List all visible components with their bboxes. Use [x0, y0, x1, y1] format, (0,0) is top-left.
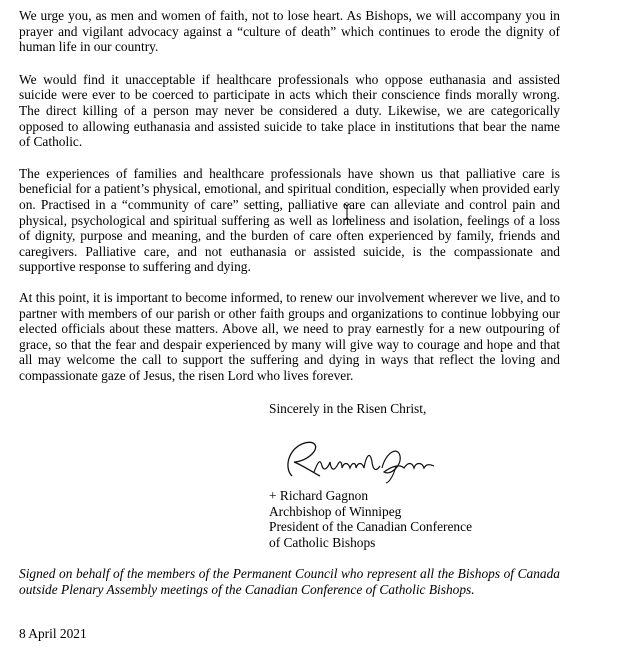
text-cursor-icon	[343, 203, 351, 221]
letter-body	[19, 8, 560, 383]
paragraph-2: We would find it unacceptable if healthcare professionals who oppose euthanasia and assisted suicide were ever to be coerced to participate in acts which their conscience finds morally wrong. The direct killing of a person may never be considered a duty. Likewise, we are categorically opposed to allowing euthanasia and assisted suicide to take place in institutions that bear the name of Catholic.	[19, 71, 560, 150]
signatory-role-line-2: of Catholic Bishops	[269, 534, 376, 550]
signing-note: Signed on behalf of the members of the Permanent Council who represent all the Bishops of Canada outside Plenary Assembly meetings of the Canadian Conference of Catholic Bishops.	[19, 566, 560, 597]
closing-salutation: Sincerely in the Risen Christ,	[269, 401, 427, 416]
signatory-name: + Richard Gagnon	[269, 488, 369, 503]
signatory-title: Archbishop of Winnipeg	[269, 503, 402, 519]
signatory-block	[269, 488, 472, 550]
letter-date: 8 April 2021	[19, 626, 87, 641]
paragraph-1: We urge you, as men and women of faith, not to lose heart. As Bishops, we will accompany you in prayer and vigilant advocacy against a “culture of death” which continues to erode the dignity of human life in our country.	[19, 8, 560, 55]
handwritten-signature	[278, 432, 438, 484]
paragraph-4: At this point, it is important to become informed, to renew our involvement wherever we live, and to partner with members of our parish or other faith groups and organizations to continue lobbying our elected officials about these matters. Above all, we need to pray earnestly for a new outpouring of grace, so that the fear and despair experienced by many will give way to courage and hope and that all may welcome the call to support the suffering and dying in ways that reflect the loving and compassionate gaze of Jesus, the risen Lord who lives forever.	[19, 289, 560, 383]
signatory-role-line-1: President of the Canadian Conference	[269, 519, 473, 535]
paragraph-3: The experiences of families and healthcare professionals have shown us that palliative care is beneficial for a patient’s physical, emotional, and spiritual condition, especially when provided early on. Practised in a “community of care” setting, palliative care can alleviate and control pain and physical, psychological and spiritual suffering as well as loneliness and isolation, feelings of a loss of dignity, purpose and meaning, and the burden of care often experienced by family, friends and caregivers. Palliative care, and not euthanasia or assisted suicide, is the compassionate and supportive response to suffering and dying.	[19, 165, 560, 275]
